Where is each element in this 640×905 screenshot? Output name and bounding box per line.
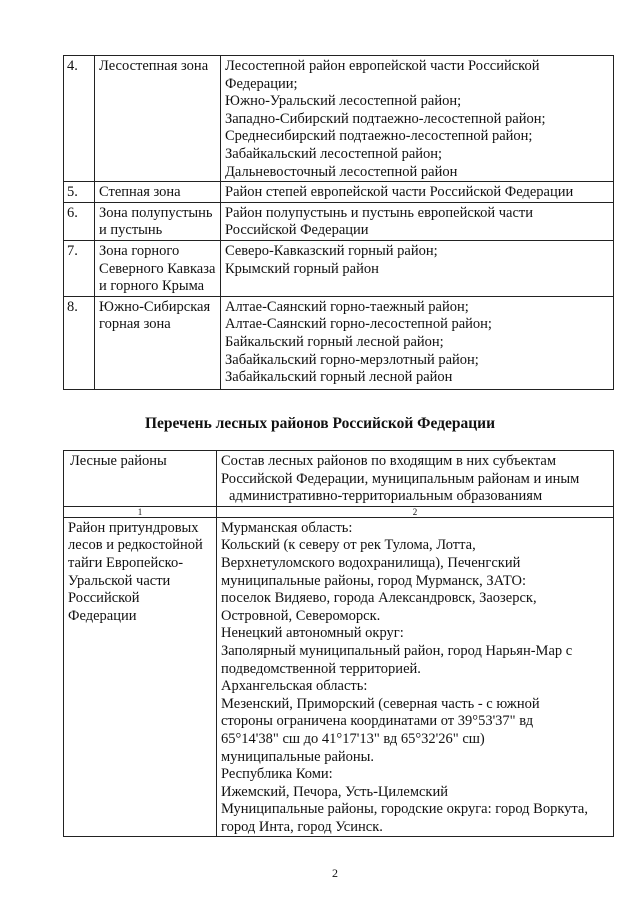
- district-name-line: Уральской части: [68, 572, 171, 589]
- district-name-cell: [64, 517, 217, 837]
- zone-name: Лесостепная зона: [95, 56, 221, 182]
- column-number-1: 1: [64, 506, 217, 517]
- zone-name: Зона горного Северного Кавказа и горного Крыма: [95, 240, 221, 296]
- district-name-line: тайги Европейско-: [68, 554, 184, 571]
- composition-line: Архангельская область:: [221, 678, 368, 695]
- composition-line: город Инта, город Усинск.: [221, 818, 383, 835]
- zone-name: Южно-Сибирская горная зона: [95, 296, 221, 389]
- row-number: 7.: [64, 240, 95, 296]
- zone-districts: [221, 182, 614, 203]
- column-header-composition: Состав лесных районов по входящим в них субъектам Российской Федерации, муниципальным районам и иным административно-территориальным образованиям: [217, 451, 614, 507]
- zone-name: Зона полупустынь и пустынь: [95, 202, 221, 240]
- composition-line: муниципальные районы.: [221, 748, 375, 765]
- district-name-line: Район притундровых: [68, 519, 199, 536]
- district-line: Забайкальский лесостепной район;: [225, 145, 443, 162]
- district-line: Западно-Сибирский подтаежно-лесостепной район;: [225, 110, 546, 127]
- composition-line: Республика Коми:: [221, 766, 333, 783]
- district-line: Южно-Уральский лесостепной район;: [225, 93, 462, 110]
- column-header-districts: Лесные районы: [64, 451, 217, 507]
- table-row: [64, 182, 614, 203]
- zone-districts: [221, 296, 614, 389]
- composition-line: поселок Видяево, города Александровск, Заозерск,: [221, 590, 537, 607]
- composition-line: Мезенский, Приморский (северная часть - с южной: [221, 695, 540, 712]
- composition-line: муниципальные районы, город Мурманск, ЗАТО:: [221, 572, 527, 589]
- row-number: 4.: [64, 56, 95, 182]
- composition-line: Верхнетуломского водохранилища), Печенгский: [221, 554, 521, 571]
- district-line: Дальневосточный лесостепной район: [225, 163, 458, 180]
- row-number: 6.: [64, 202, 95, 240]
- composition-line: Ненецкий автономный округ:: [221, 625, 404, 642]
- row-number: 8.: [64, 296, 95, 389]
- table-row: [64, 202, 614, 240]
- district-line: Федерации;: [225, 75, 298, 92]
- composition-line: Мурманская область:: [221, 519, 353, 536]
- composition-line: Ижемский, Печора, Усть-Цилемский: [221, 783, 449, 800]
- zone-districts: [221, 56, 614, 182]
- district-composition-cell: [217, 517, 614, 837]
- district-line: Район степей европейской части Российской Федерации: [225, 184, 574, 201]
- district-line: Алтае-Саянский горно-лесостепной район;: [225, 316, 492, 333]
- composition-line: Кольский (к северу от рек Тулома, Лотта,: [221, 537, 476, 554]
- composition-line: Заполярный муниципальный район, город Нарьян-Мар с: [221, 642, 573, 659]
- district-line: Забайкальский горный лесной район: [225, 369, 453, 386]
- section-heading: Перечень лесных районов Российской Федерации: [144, 415, 496, 432]
- district-line: Байкальский горный лесной район;: [225, 333, 444, 350]
- district-name-line: Российской: [68, 590, 140, 607]
- district-line: Крымский горный район: [225, 260, 379, 277]
- table-row: [64, 240, 614, 296]
- row-number: 5.: [64, 182, 95, 203]
- district-line: Забайкальский горно-мерзлотный район;: [225, 351, 479, 368]
- district-line: Алтае-Саянский горно-таежный район;: [225, 298, 469, 315]
- table-row: [64, 517, 614, 837]
- composition-line: Муниципальные районы, городские округа: город Воркута,: [221, 801, 588, 818]
- table-header-row: [64, 451, 614, 507]
- district-name-line: лесов и редкостойной: [68, 537, 203, 554]
- zone-districts: [221, 240, 614, 296]
- forest-districts-table: [63, 450, 614, 837]
- district-line: Российской Федерации: [225, 222, 369, 239]
- district-line: Северо-Кавказский горный район;: [225, 242, 438, 259]
- district-line: Лесостепной район европейской части Российской: [225, 58, 540, 74]
- district-line: Район полупустынь и пустынь европейской части: [225, 204, 534, 221]
- district-line: Среднесибирский подтаежно-лесостепной район;: [225, 128, 533, 145]
- table-row: [64, 56, 614, 182]
- composition-line: Островной, Североморск.: [221, 607, 381, 624]
- column-number-2: 2: [217, 506, 614, 517]
- composition-line: стороны ограничена координатами от 39°53'37" вд: [221, 713, 534, 730]
- zone-districts: [221, 202, 614, 240]
- page-number: 2: [332, 866, 338, 880]
- district-name-line: Федерации: [68, 607, 137, 624]
- column-number-row: [64, 506, 614, 517]
- composition-line: подведомственной территорией.: [221, 660, 421, 677]
- table-row: [64, 296, 614, 389]
- composition-line: 65°14'38" сш до 41°17'13" вд 65°32'26" сш): [221, 730, 485, 747]
- forest-zones-table: [63, 55, 614, 390]
- zone-name: Степная зона: [95, 182, 221, 203]
